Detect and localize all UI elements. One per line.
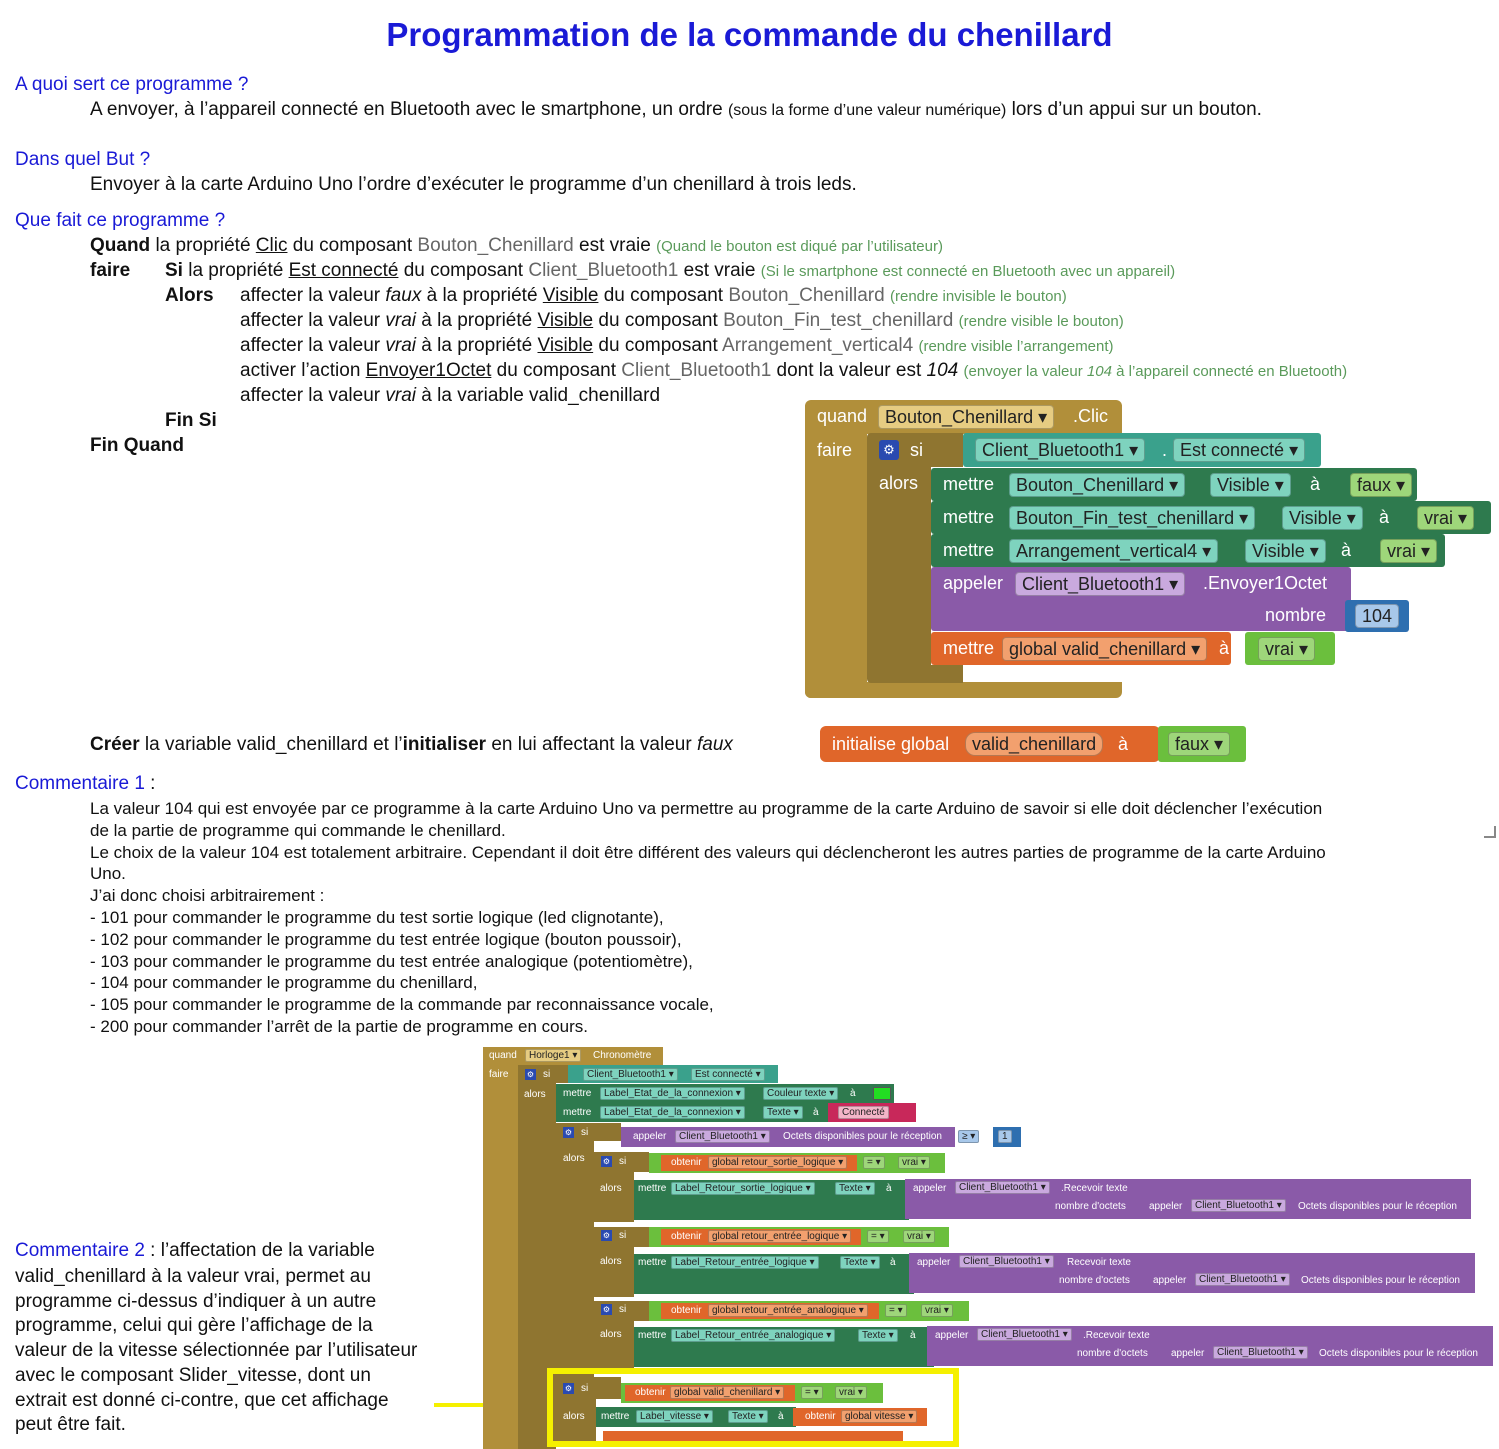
block3-gear-icon[interactable]: ⚙ (526, 1070, 535, 1079)
block3-texte-select-1[interactable]: Texte ▾ (763, 1106, 803, 1119)
block3-vrai-3[interactable]: vrai ▾ (921, 1304, 953, 1317)
page-title: Programmation de la commande du chenillard (386, 16, 1113, 53)
block3-chrono: Chronomètre (593, 1050, 652, 1061)
block3-a-2: à (813, 1107, 819, 1118)
block3-nombre-octets-1: nombre d'octets (1055, 1201, 1126, 1212)
block3-est-connecte-select[interactable]: Est connecté ▾ (691, 1068, 765, 1081)
block2-initialise: initialise global (832, 734, 950, 754)
block1-value-104[interactable]: 104 (1355, 604, 1399, 628)
answer-a-quoi-sert: A envoyer, à l’appareil connecté en Bluetooth avec le smartphone, un ordre (sous la forme d’une valeur numérique) lors d’un appui sur un bouton. (90, 99, 1262, 120)
block3-gear-icon-2[interactable]: ⚙ (564, 1128, 573, 1137)
block3-nombre-octets-3: nombre d'octets (1077, 1348, 1148, 1359)
block3-label-sortie-select[interactable]: Label_Retour_sortie_logique ▾ (671, 1182, 815, 1195)
block3-alors-2: alors (563, 1153, 585, 1164)
block1-quand: quand (817, 406, 868, 426)
block3-appeler-6: appeler (935, 1330, 969, 1341)
block3-mettre-6: mettre (601, 1411, 630, 1422)
block3-octets-4: Octets disponibles pour le réception (1319, 1348, 1478, 1359)
block-quand-horloge (483, 1047, 1493, 1449)
block3-horloge-select[interactable]: Horloge1 ▾ (525, 1049, 581, 1062)
line-affecter-1: affecter la valeur faux à la propriété Visible du composant Bouton_Chenillard (rendre invisible le bouton) (240, 285, 1067, 306)
block3-si-6: si (581, 1383, 589, 1394)
line-quand: Quand la propriété Clic du composant Bouton_Chenillard est vraie (Quand le bouton est diqué par l’utilisateur) (90, 235, 943, 256)
block3-g-analog-select[interactable]: global retour_entrée_analogique ▾ (708, 1304, 868, 1317)
block3-a-1: à (850, 1088, 856, 1099)
block3-eq-1[interactable]: = ▾ (863, 1156, 885, 1169)
gear-icon[interactable]: ⚙ (879, 440, 899, 460)
block3-client-call-6[interactable]: Client_Bluetooth1 ▾ (977, 1328, 1072, 1341)
block3-client-call-4[interactable]: Client_Bluetooth1 ▾ (959, 1255, 1054, 1268)
label-alors: Alors (165, 285, 214, 306)
block2-var-field[interactable]: valid_chenillard (965, 732, 1103, 756)
block3-alors-6: alors (563, 1411, 585, 1422)
highlight-box (547, 1368, 959, 1447)
block1-mettre-global: mettre (943, 638, 995, 658)
block1-a-4: à (1219, 638, 1230, 658)
block1-client-call-select[interactable]: Client_Bluetooth1 ▾ (1015, 572, 1185, 596)
block3-g-vitesse-select[interactable]: global vitesse ▾ (841, 1410, 917, 1423)
block3-couleur-select[interactable]: Couleur texte ▾ (763, 1087, 838, 1100)
block-initialise-global (820, 726, 1250, 762)
block3-quand: quand (489, 1050, 517, 1061)
block3-octets-3: Octets disponibles pour le réception (1301, 1275, 1460, 1286)
block3-si-4: si (619, 1230, 627, 1241)
block1-client-select[interactable]: Client_Bluetooth1 ▾ (975, 438, 1145, 462)
block3-eq-2[interactable]: = ▾ (867, 1230, 889, 1243)
block3-value-1[interactable]: 1 (998, 1130, 1012, 1143)
label-fin-quand: Fin Quand (90, 435, 184, 456)
block3-mettre-1: mettre (563, 1088, 592, 1099)
block3-client-call-2[interactable]: Client_Bluetooth1 ▾ (955, 1181, 1050, 1194)
block3-recevoir-1: .Recevoir texte (1061, 1183, 1128, 1194)
resize-handle-icon[interactable] (1484, 826, 1496, 838)
block3-a-4: à (890, 1257, 896, 1268)
line-creer: Créer la variable valid_chenillard et l’initialiser en lui affectant la valeur faux (90, 734, 733, 755)
block3-vrai-1[interactable]: vrai ▾ (898, 1156, 930, 1169)
block3-alors-3: alors (600, 1183, 622, 1194)
block1-est-connecte-select[interactable]: Est connecté ▾ (1173, 438, 1305, 462)
block3-octets-2: Octets disponibles pour le réception (1298, 1201, 1457, 1212)
block1-visible-select-1[interactable]: Visible ▾ (1210, 473, 1291, 497)
block3-obtenir-3: obtenir (671, 1305, 702, 1316)
block3-appeler-3: appeler (1149, 1201, 1183, 1212)
block1-vrai-value-3[interactable]: vrai ▾ (1258, 637, 1315, 661)
block3-client-call-5[interactable]: Client_Bluetooth1 ▾ (1195, 1273, 1290, 1286)
block2-a: à (1118, 734, 1129, 754)
block1-alors: alors (879, 473, 919, 493)
block3-mettre-4: mettre (638, 1257, 667, 1268)
block3-vrai-4[interactable]: vrai ▾ (835, 1386, 867, 1399)
block3-gear-icon-5[interactable]: ⚙ (602, 1305, 611, 1314)
block3-si-3: si (619, 1156, 627, 1167)
block3-color-swatch[interactable] (873, 1087, 891, 1100)
block3-gear-icon-4[interactable]: ⚙ (602, 1231, 611, 1240)
block1-a-1: à (1310, 474, 1321, 494)
block-quand-clic (805, 400, 1499, 700)
block1-a-3: à (1341, 540, 1352, 560)
block3-si: si (543, 1069, 551, 1080)
block3-texte-select-3[interactable]: Texte ▾ (840, 1256, 880, 1269)
block3-a-6: à (778, 1411, 784, 1422)
block3-label-entree-select[interactable]: Label_Retour_entrée_logique ▾ (671, 1256, 819, 1269)
block3-obtenir-4: obtenir (635, 1387, 666, 1398)
heading-a-quoi-sert: A quoi sert ce programme ? (15, 74, 249, 95)
block1-mettre-1: mettre (943, 474, 995, 494)
block1-envoyer: .Envoyer1Octet (1203, 573, 1328, 593)
block1-si: si (910, 440, 923, 460)
block3-client-call-3[interactable]: Client_Bluetooth1 ▾ (1191, 1199, 1286, 1212)
block3-faire: faire (489, 1069, 509, 1080)
block3-vrai-2[interactable]: vrai ▾ (903, 1230, 935, 1243)
block1-vrai-value-1[interactable]: vrai ▾ (1417, 506, 1474, 530)
block1-faux-value[interactable]: faux ▾ (1350, 473, 1412, 497)
commentaire-1-body: La valeur 104 qui est envoyée par ce programme à la carte Arduino Uno va permettre au programme de la carte Arduino de savoir si elle doit déclencher l’exécution de la partie de programme qui commande le chenillard. Le choix de la valeur 104 est totalement arbitraire. Cependant il doit être différent des valeurs qui déclencheront les autres parties de programme de la carte Arduino Uno. J’ai donc choisi arbitrairement : - 101 pour commander le programme du test sortie logique (led clignotante), - 102 pour commander le programme du test entrée logique (bouton poussoir), - 103 pour commander le programme du test entrée analogique (potentiomètre), - 104 pour commander le programme du chenillard, - 105 pour commander le programme de la commande par reconnaissance vocale, - 200 pour commander l’arrêt de la partie de programme en cours. (90, 799, 1326, 1036)
block3-client-call-1[interactable]: Client_Bluetooth1 ▾ (675, 1130, 770, 1143)
line-affecter-2: affecter la valeur vrai à la propriété Visible du composant Bouton_Fin_test_chenillard (rendre visible le bouton) (240, 310, 1124, 331)
block3-gear-icon-3[interactable]: ⚙ (602, 1157, 611, 1166)
block3-client-call-7[interactable]: Client_Bluetooth1 ▾ (1213, 1346, 1308, 1359)
heading-que-fait: Que fait ce programme ? (15, 210, 226, 231)
answer-dans-quel-but: Envoyer à la carte Arduino Uno l’ordre d’exécuter le programme d’un chenillard à trois leds. (90, 174, 857, 195)
block3-obtenir-2: obtenir (671, 1231, 702, 1242)
block3-recevoir-2: Recevoir texte (1067, 1257, 1131, 1268)
block1-clic: .Clic (1073, 406, 1108, 426)
block3-appeler-7: appeler (1171, 1348, 1205, 1359)
heading-dans-quel-but: Dans quel But ? (15, 149, 151, 170)
heading-commentaire-1: Commentaire 1 : (15, 773, 156, 794)
block1-vrai-value-2[interactable]: vrai ▾ (1380, 539, 1437, 563)
block3-appeler-4: appeler (917, 1257, 951, 1268)
block1-global-var-select[interactable]: global valid_chenillard ▾ (1002, 637, 1207, 661)
block1-nombre: nombre (1265, 605, 1327, 625)
block3-ge-select[interactable]: ≥ ▾ (958, 1130, 979, 1143)
block3-texte-select-4[interactable]: Texte ▾ (858, 1329, 898, 1342)
block1-a-2: à (1379, 507, 1390, 527)
label-faire: faire (90, 260, 131, 281)
block1-bouton-fin-select[interactable]: Bouton_Fin_test_chenillard ▾ (1009, 506, 1255, 530)
block3-recevoir-3: .Recevoir texte (1083, 1330, 1150, 1341)
block3-nombre-octets-2: nombre d'octets (1059, 1275, 1130, 1286)
block3-mettre-5: mettre (638, 1330, 667, 1341)
block3-alors: alors (524, 1089, 546, 1100)
block3-alors-5: alors (600, 1329, 622, 1340)
block3-a-5: à (910, 1330, 916, 1341)
block1-mettre-2: mettre (943, 507, 995, 527)
block3-appeler-2: appeler (913, 1183, 947, 1194)
block1-bouton-chenillard-select[interactable]: Bouton_Chenillard ▾ (1009, 473, 1185, 497)
block3-eq-4[interactable]: = ▾ (801, 1386, 823, 1399)
block3-si-5: si (619, 1304, 627, 1315)
block3-g-entree-select[interactable]: global retour_entrée_logique ▾ (708, 1230, 851, 1243)
block1-visible-select-3[interactable]: Visible ▾ (1245, 539, 1326, 563)
block3-appeler-1: appeler (633, 1131, 667, 1142)
line-affecter-3: affecter la valeur vrai à la propriété Visible du composant Arrangement_vertical4 (rendre visible l’arrangement) (240, 335, 1114, 356)
line-si: Si la propriété Est connecté du composant Client_Bluetooth1 est vraie (Si le smartphone est connecté en Bluetooth avec un appareil) (165, 260, 1176, 281)
block3-label-analog-select[interactable]: Label_Retour_entrée_analogique ▾ (671, 1329, 835, 1342)
block3-client-select[interactable]: Client_Bluetooth1 ▾ (583, 1068, 678, 1081)
block3-g-sortie-select[interactable]: global retour_sortie_logique ▾ (708, 1156, 847, 1169)
block1-dot: . (1162, 440, 1168, 460)
line-activer: activer l’action Envoyer1Octet du composant Client_Bluetooth1 dont la valeur est 104 (envoyer la valeur 104 à l’appareil connecté en Bluetooth) (240, 360, 1348, 381)
block3-texte-select-5[interactable]: Texte ▾ (728, 1410, 768, 1423)
block3-texte-select-2[interactable]: Texte ▾ (835, 1182, 875, 1195)
block3-obtenir-1: obtenir (671, 1157, 702, 1168)
block1-appeler: appeler (943, 573, 1004, 593)
block3-label-etat-select-1[interactable]: Label_Etat_de_la_connexion ▾ (600, 1087, 745, 1100)
block1-faire: faire (817, 440, 853, 460)
block3-mettre-2: mettre (563, 1107, 592, 1118)
block3-octets-1: Octets disponibles pour le réception (783, 1131, 942, 1142)
heading-commentaire-2: Commentaire 2 : l’affectation de la variable (15, 1240, 375, 1261)
block1-mettre-3: mettre (943, 540, 995, 560)
block3-connecte-text[interactable]: Connecté (838, 1106, 889, 1119)
block3-alors-4: alors (600, 1256, 622, 1267)
block3-obtenir-5: obtenir (805, 1411, 836, 1422)
block3-g-valid-select[interactable]: global valid_chenillard ▾ (670, 1386, 784, 1399)
block3-appeler-5: appeler (1153, 1275, 1187, 1286)
block3-label-etat-select-2[interactable]: Label_Etat_de_la_connexion ▾ (600, 1106, 745, 1119)
label-fin-si: Fin Si (165, 410, 217, 431)
block2-faux-value[interactable]: faux ▾ (1168, 732, 1230, 756)
line-affecter-var: affecter la valeur vrai à la variable valid_chenillard (240, 385, 661, 406)
block3-si-2: si (581, 1127, 589, 1138)
commentaire-2-body: valid_chenillard à la valeur vrai, permet au programme ci-dessus d’indiquer à un autre programme, celui qui gère l’affichage de la valeur de la vitesse sélectionnée par l’utilisateur avec le composant Slider_vitesse, dont un extrait est donné ci-contre, que cet affichage peut être fait. (15, 1266, 418, 1436)
block1-arrangement-select[interactable]: Arrangement_vertical4 ▾ (1009, 539, 1218, 563)
block1-bouton-select[interactable]: Bouton_Chenillard ▾ (878, 405, 1054, 429)
block1-visible-select-2[interactable]: Visible ▾ (1282, 506, 1363, 530)
block3-mettre-3: mettre (638, 1183, 667, 1194)
block3-gear-icon-6[interactable]: ⚙ (564, 1384, 573, 1393)
block3-label-vitesse-select[interactable]: Label_vitesse ▾ (636, 1410, 713, 1423)
block3-a-3: à (886, 1183, 892, 1194)
block3-eq-3[interactable]: = ▾ (885, 1304, 907, 1317)
